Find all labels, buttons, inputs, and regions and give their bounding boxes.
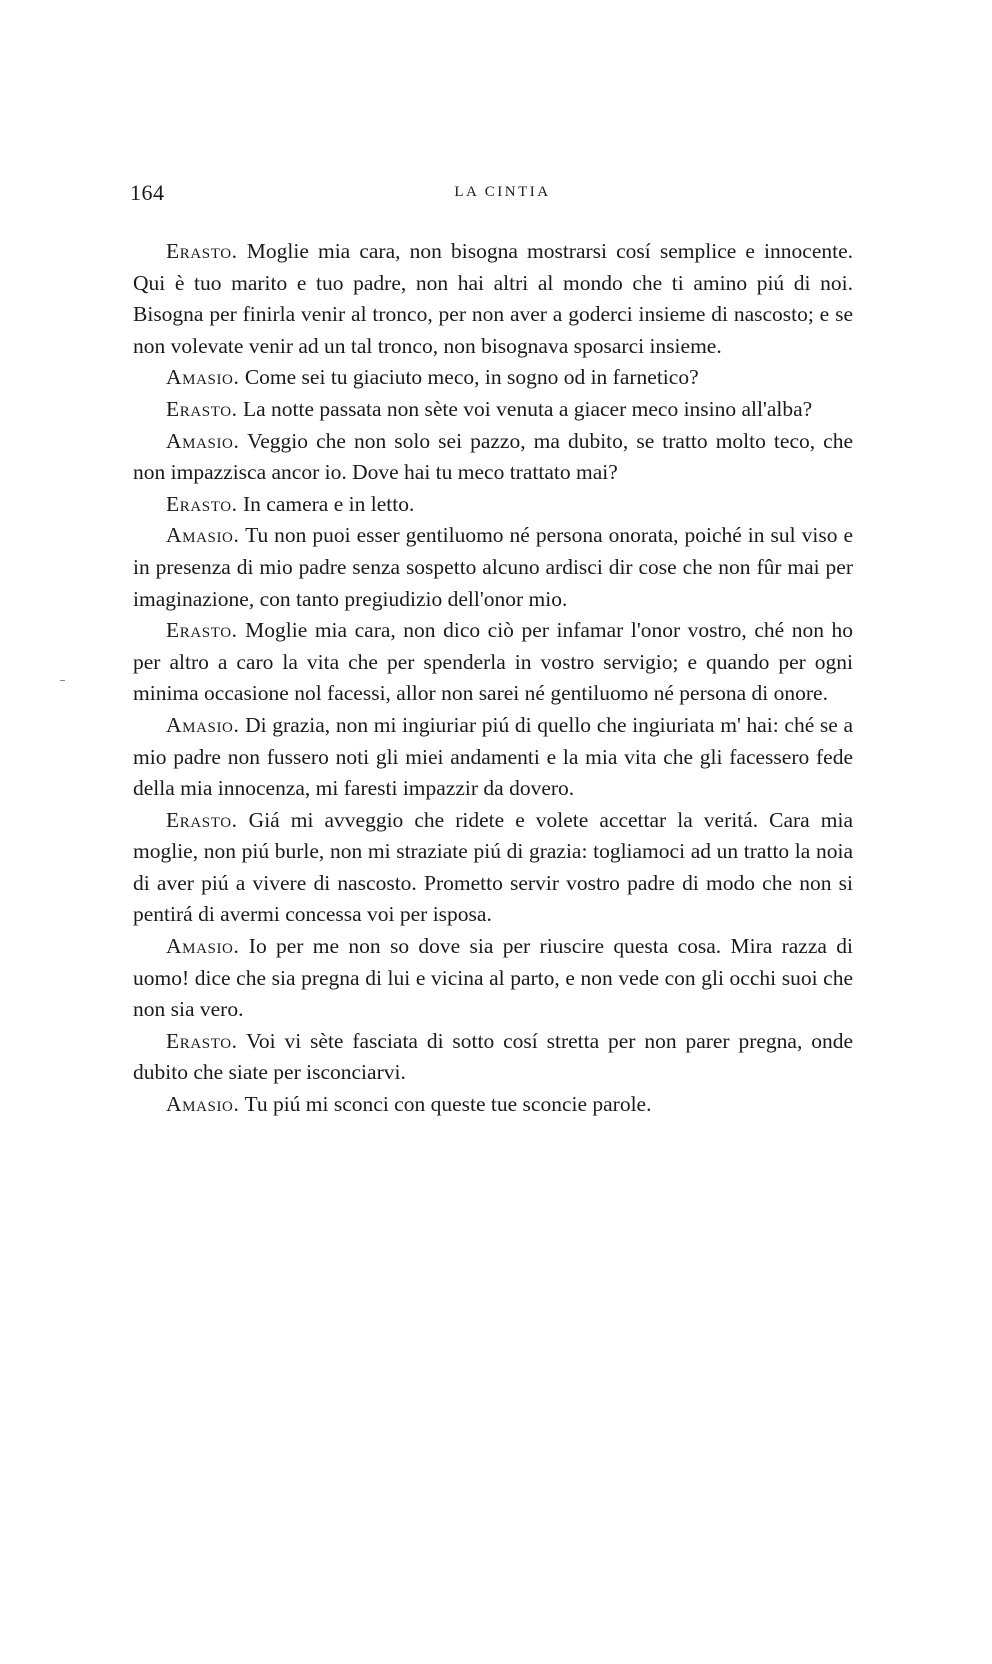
speech-paragraph	[133, 362, 853, 394]
speech-paragraph	[133, 426, 853, 489]
speech-paragraph	[133, 1026, 853, 1089]
page-number: 164	[130, 180, 165, 205]
speech-paragraph	[133, 931, 853, 1026]
running-title: LA CINTIA	[454, 184, 551, 200]
speech-paragraph	[133, 394, 853, 426]
speech-text: Di grazia, non mi ingiuriar piú di quello che ingiuriata m' hai: ché se a mio padre non fussero noti gli miei andamenti e la mia vita che gli facessero fede della mia innocenza, mi faresti impazzir da dovero.	[133, 712, 854, 801]
speech-paragraph	[133, 520, 853, 615]
speaker-name: Erasto.	[166, 618, 238, 643]
speaker-name: Erasto.	[166, 239, 238, 263]
speech-text: Voi vi sète fasciata di sotto cosí stretta per non parer pregna, onde dubito che siate per isconciarvi.	[133, 1028, 853, 1085]
speech-paragraph	[133, 615, 853, 710]
speech-text: Tu piú mi sconci con queste tue sconcie parole.	[244, 1092, 652, 1117]
speaker-name: Amasio.	[166, 1092, 240, 1117]
running-head	[130, 180, 855, 210]
speaker-name: Erasto.	[166, 807, 238, 832]
speech-text: Moglie mia cara, non dico ciò per infamar l'onor vostro, ché non ho per altro a caro la vita che per spenderla in vostro servigio; e quando per ogni minima occasione nol facessi, allor non sarei né gentiluomo né persona di onore.	[133, 618, 854, 706]
speaker-name: Amasio.	[166, 934, 240, 959]
speaker-name: Amasio.	[166, 365, 240, 390]
speech-text: Giá mi avveggio che ridete e volete accettar la veritá. Cara mia moglie, non piú burle, non mi straziate piú di grazia: togliamoci ad un tratto la noia di aver piú a vivere di nascosto. Prometto servir vostro padre di modo che non si pentirá di avermi concessa voi per isposa.	[133, 807, 853, 927]
speech-text: Moglie mia cara, non bisogna mostrarsi cosí semplice e innocente. Qui è tuo marito e tuo padre, non hai altri al mondo che ti amino piú di noi. Bisogna per finirla venir al tronco, per non aver a goderci insieme di nascosto; e se non volevate venir ad un tal tronco, non bisognava sposarci insieme.	[133, 239, 854, 358]
speech-paragraph	[133, 236, 853, 362]
speech-text: Tu non puoi esser gentiluomo né persona onorata, poiché in sul viso e in presenza di mio padre senza sospetto alcuno ardisci dir cose che non fûr mai per imaginazione, con tanto pregiudizio dell'onor mio.	[133, 523, 853, 611]
speaker-name: Amasio.	[166, 428, 240, 453]
speaker-name: Amasio.	[166, 712, 240, 737]
speech-text: La notte passata non sète voi venuta a giacer meco insino all'alba?	[243, 396, 813, 421]
speech-paragraph	[133, 805, 853, 931]
speech-text: Veggio che non solo sei pazzo, ma dubito, se tratto molto teco, che non impazzisca ancor io. Dove hai tu meco trattato mai?	[133, 428, 853, 485]
speaker-name: Erasto.	[166, 1028, 238, 1053]
margin-mark	[60, 680, 65, 681]
speaker-name: Erasto.	[166, 396, 238, 421]
speech-text: Io per me non so dove sia per riuscire questa cosa. Mira razza di uomo! dice che sia pregna di lui e vicina al parto, e non vede con gli occhi suoi che non sia vero.	[133, 934, 853, 1022]
speech-text: In camera e in letto.	[243, 491, 415, 516]
play-dialogue	[133, 236, 853, 1121]
speaker-name: Amasio.	[166, 523, 240, 548]
speech-paragraph	[133, 1089, 853, 1121]
speaker-name: Erasto.	[166, 491, 238, 516]
speech-paragraph	[133, 489, 853, 521]
speech-text: Come sei tu giaciuto meco, in sogno od in farnetico?	[244, 365, 699, 390]
speech-paragraph	[133, 710, 853, 805]
